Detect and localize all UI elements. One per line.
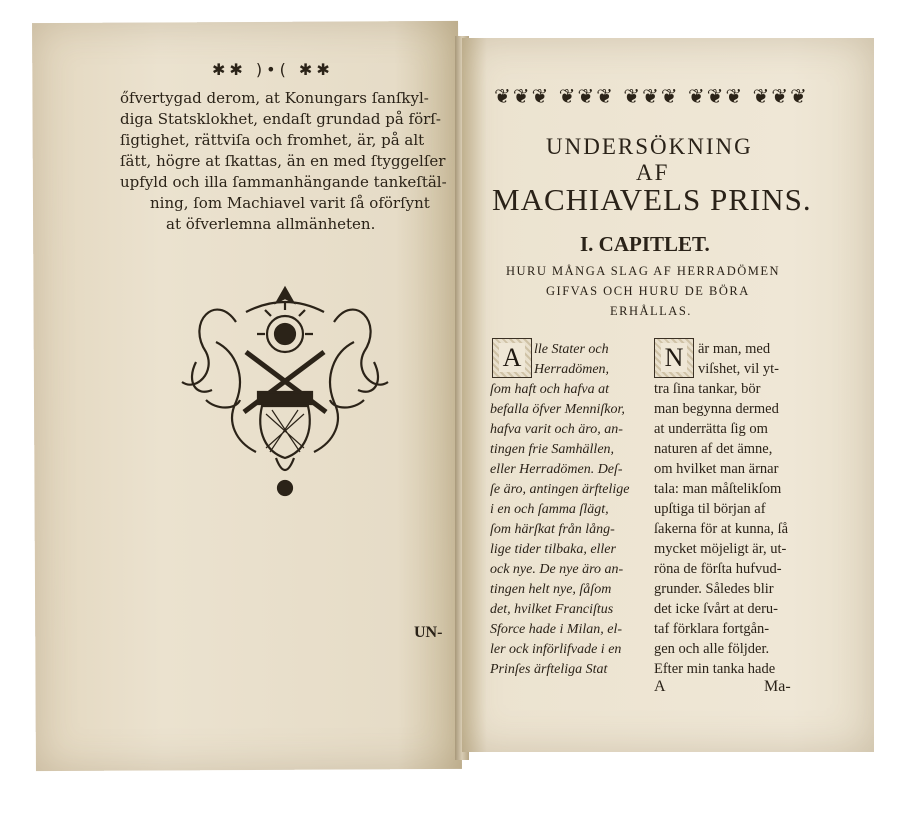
text-line: det icke ſvårt at deru-	[654, 601, 778, 617]
head-ornament-left: ✱✱ )•( ✱✱	[212, 60, 334, 79]
show-through-text	[123, 253, 363, 272]
dropcap-n: N	[654, 338, 694, 378]
text-line: det, hvilket Franciſtus	[490, 602, 614, 617]
head-ornament-right: ❦❦❦ ❦❦❦ ❦❦❦ ❦❦❦ ❦❦❦	[494, 84, 809, 108]
text-line: ſe äro, antingen ärftelige	[490, 482, 630, 497]
text-line: hafva varit och äro, an-	[490, 422, 623, 437]
text-line: lige tider tilbaka, eller	[490, 542, 616, 557]
text-line: viſshet, vil yt-	[698, 361, 779, 377]
text-line: taf förklara fortgån-	[654, 621, 770, 637]
text-line: ſigtighet, rättviſa och fromhet, är, på alt	[120, 131, 425, 149]
text-line: diga Statsklokhet, endaſt grundad på förſ-	[120, 110, 441, 128]
text-line: ler ock införlifvade i en	[490, 642, 622, 657]
text-line: ſom haft och hafva at	[490, 382, 609, 397]
text-line: Herradömen,	[534, 362, 610, 377]
text-line: tala: man måſtelikſom	[654, 481, 782, 497]
text-line: i en och ſamma ſlägt,	[490, 502, 609, 517]
text-line: befalla öfver Menniſkor,	[490, 402, 625, 417]
dropcap-a: A	[492, 338, 532, 378]
text-line: upfyld och illa ſammanhängande tankeſtäl-	[120, 173, 447, 191]
text-line: är man, med	[698, 341, 771, 357]
text-line: lle Stater och	[534, 342, 609, 357]
text-line: om hvilket man ärnar	[654, 461, 779, 477]
text-line: at öfverlemna allmänheten.	[166, 215, 376, 233]
text-line: ſätt, högre at ſkattas, än en med ſtyggelſer	[120, 152, 446, 170]
signature-mark: A	[654, 678, 666, 695]
chapter-subtitle-3: ERHÅLLAS.	[610, 304, 692, 318]
text-line: gen och alle följder.	[654, 641, 770, 657]
text-line: ſakerna för at kunna, ſå	[654, 521, 789, 537]
text-line: ock nye. De nye äro an-	[490, 562, 624, 577]
text-line: ning, ſom Machiavel varit ſå oförſynt	[150, 194, 430, 212]
text-line: tingen helt nye, ſåſom	[490, 582, 612, 597]
text-line: röna de förſta hufvud-	[654, 561, 782, 577]
text-line: Sforce hade i Milan, el-	[490, 622, 623, 637]
text-line: at underrätta ſig om	[654, 421, 768, 437]
text-line: mycket möjeligt är, ut-	[654, 541, 787, 557]
title-line-3: MACHIAVELS PRINS.	[492, 182, 812, 217]
text-line: őfvertygad derom, at Konungars ſanſkyl-	[120, 89, 429, 107]
text-line: man begynna dermed	[654, 401, 779, 417]
text-line: naturen af det ämne,	[654, 441, 773, 457]
text-line: tra ſina tankar, bör	[654, 381, 761, 397]
vignette-ornament	[176, 282, 394, 502]
text-line: eller Herradömen. Deſ-	[490, 462, 623, 477]
text-line: tingen frie Samhällen,	[490, 442, 615, 457]
title-line-2: AF	[636, 160, 670, 185]
text-line: grunder. Således blir	[654, 581, 774, 597]
chapter-subtitle-1: HURU MÅNGA SLAG AF HERRADÖMEN	[506, 264, 781, 278]
text-line: upſtiga til början af	[654, 501, 766, 517]
text-line: ſom härſkat från lång-	[490, 522, 615, 537]
text-line: Prinſes ärfteliga Stat	[490, 662, 608, 677]
title-line-1: UNDERSÖKNING	[546, 134, 753, 159]
catchword-right: Ma-	[764, 678, 791, 695]
catchword-left: UN-	[414, 624, 443, 641]
text-line: Efter min tanka hade	[654, 661, 776, 677]
chapter-subtitle-2: GIFVAS OCH HURU DE BÖRA	[546, 284, 750, 298]
chapter-heading: I. CAPITLET.	[580, 232, 710, 256]
